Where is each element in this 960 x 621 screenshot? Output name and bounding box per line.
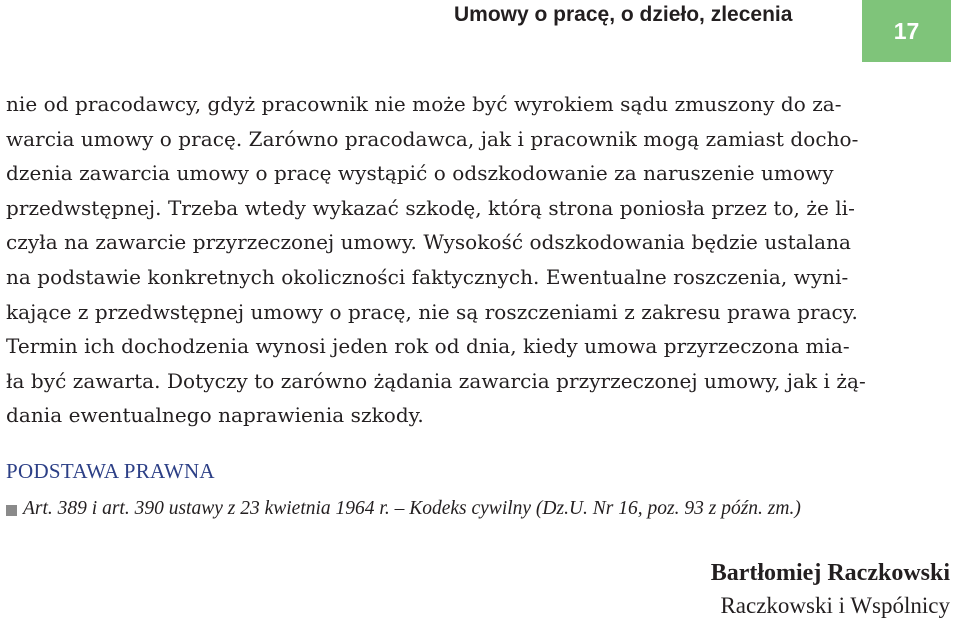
legal-reference-text: Art. 389 i art. 390 ustawy z 23 kwietnia 1964 r. – Kodeks cywilny (Dz.U. Nr 16, poz. 93 z późn. zm.) xyxy=(23,498,801,519)
text-line: dania ewentualnego naprawienia szkody. xyxy=(6,403,424,428)
text-line: przedwstępnej. Trzeba wtedy wykazać szkodę, którą strona poniosła przez to, że li- xyxy=(6,195,855,220)
text-line: dzenia zawarcia umowy o pracę wystąpić o odszkodowanie za naruszenie umowy xyxy=(6,161,834,186)
page-header-title: Umowy o pracę, o dzieło, zlecenia xyxy=(454,3,793,26)
text-line: warcia umowy o pracę. Zarówno pracodawca, jak i pracownik mogą zamiast docho- xyxy=(6,126,859,151)
page-number-badge: 17 xyxy=(862,0,951,62)
author-firm: Raczkowski i Wspólnicy xyxy=(720,593,950,618)
legal-basis-heading: PODSTAWA PRAWNA xyxy=(6,459,215,483)
legal-reference xyxy=(6,496,801,522)
text-line: Termin ich dochodzenia wynosi jeden rok od dnia, kiedy umowa przyrzeczona mia- xyxy=(6,334,850,359)
text-line: nie od pracodawcy, gdyż pracownik nie może być wyrokiem sądu zmuszony do za- xyxy=(6,92,842,116)
author-name: Bartłomiej Raczkowski xyxy=(710,560,950,586)
square-bullet-icon xyxy=(6,505,17,516)
body-text xyxy=(6,87,954,433)
text-line: na podstawie konkretnych okoliczności faktycznych. Ewentualne roszczenia, wyni- xyxy=(6,264,849,289)
text-line: kające z przedwstępnej umowy o pracę, nie są roszczeniami z zakresu prawa pracy. xyxy=(6,299,858,324)
text-line: ła być zawarta. Dotyczy to zarówno żądania zawarcia przyrzeczonej umowy, jak i żą- xyxy=(6,368,866,393)
text-line: czyła na zawarcie przyrzeczonej umowy. Wysokość odszkodowania będzie ustalana xyxy=(6,230,851,255)
